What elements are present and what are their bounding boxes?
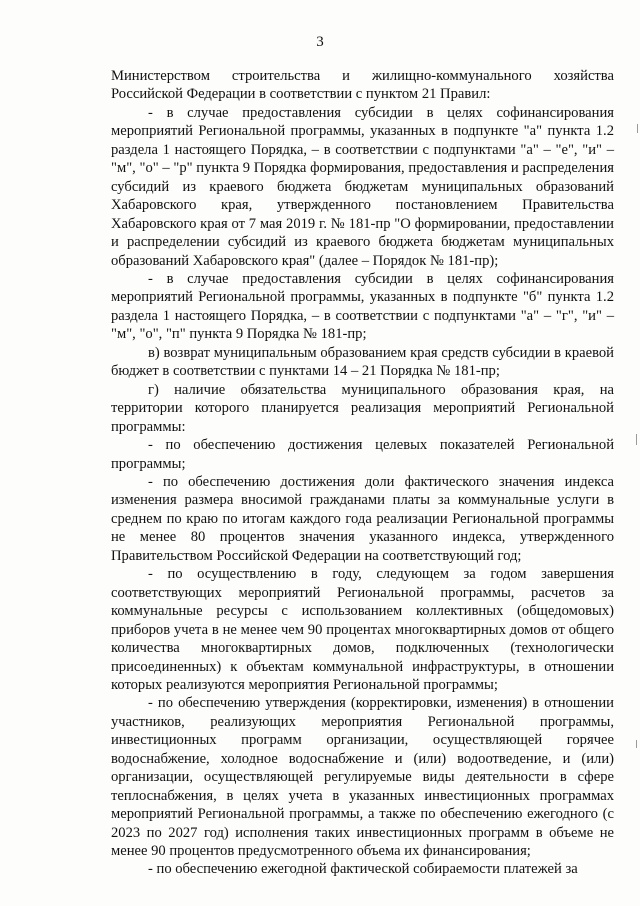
paragraph: - в случае предоставления субсидии в целях софинансирования мероприятий Региональной программы, указанных в подпункте "а" пункта 1.2 раздела 1 настоящего Порядка, – в соответствии с подпунктами "а" – "е", "и" – "м", "о" – "р" пункта 9 Порядка формирования, предоставления и распределения субсидий из краевого бюджета бюджетам муниципальных образований Хабаровского края, утвержденного постановлением Правительства Хабаровского края от 7 мая 2019 г. № 181-пр "О формировании, предоставлении и распределении субсидий из краевого бюджета бюджетам муниципальных образований Хабаровского края" (далее – Порядок № 181-пр); xyxy=(111,104,614,269)
paragraph: - в случае предоставления субсидии в целях софинансирования мероприятий Региональной программы, указанных в подпункте "б" пункта 1.2 раздела 1 настоящего Порядка, – в соответствии с подпунктами "а" – "г", "и" – "м", "о", "п" пункта 9 Порядка № 181-пр; xyxy=(111,270,614,343)
scan-margin-mark xyxy=(637,124,638,133)
paragraph: - по обеспечению достижения целевых показателей Региональной программы; xyxy=(111,437,614,472)
page-number: 3 xyxy=(316,34,324,50)
paragraph: в) возврат муниципальным образованием края средств субсидии в краевой бюджет в соответствии с пунктами 14 – 21 Порядка № 181-пр; xyxy=(111,344,614,380)
paragraph: - по обеспечению ежегодной фактической собираемости платежей за xyxy=(148,861,578,878)
body-text xyxy=(111,67,614,879)
paragraph: Министерством строительства и жилищно-коммунального хозяйства Российской Федерации в соответствии с пунктом 21 Правил: xyxy=(111,68,614,103)
paragraph: - по осуществлению в году, следующем за годом завершения соответствующих мероприятий Региональной программы, расчетов за коммунальные ресурсы с использованием коллективных (общедомовых) приборов учета в не менее чем 90 процентах многоквартирных домов от общего количества многоквартирных домов, подключенных (технологически присоединенных) к объектам коммунальной инфраструктуры, в отношении которых реализуются мероприятия Региональной программы; xyxy=(111,566,614,693)
paragraph: - по обеспечению утверждения (корректировки, изменения) в отношении участников, реализующих мероприятия Региональной программы, инвестиционных программ организации, осуществляющей горячее водоснабжение, холодное водоснабжение и (или) водоотведение, и (или) организации, осуществляющей регулируемые виды деятельности в сфере теплоснабжения, в целях учета в указанных инвестиционных программах мероприятий Региональной программы, а также по обеспечению ежегодного (с 2023 по 2027 год) исполнения таких инвестиционных программ в объеме не менее 90 процентов предусмотренного объема их финансирования; xyxy=(111,695,614,860)
scan-margin-mark xyxy=(636,434,637,445)
scan-margin-mark xyxy=(636,740,637,748)
paragraph: г) наличие обязательства муниципального образования края, на территории которого планируется реализация мероприятий Региональной программы: xyxy=(111,381,614,435)
paragraph: - по обеспечению достижения доли фактического значения индекса изменения размера вносимой гражданами платы за коммунальные услуги в среднем по краю по итогам каждого года реализации Региональной программы не менее 80 процентов значения указанного индекса, утвержденного Правительством Российской Федерации на соответствующий год; xyxy=(111,473,614,564)
